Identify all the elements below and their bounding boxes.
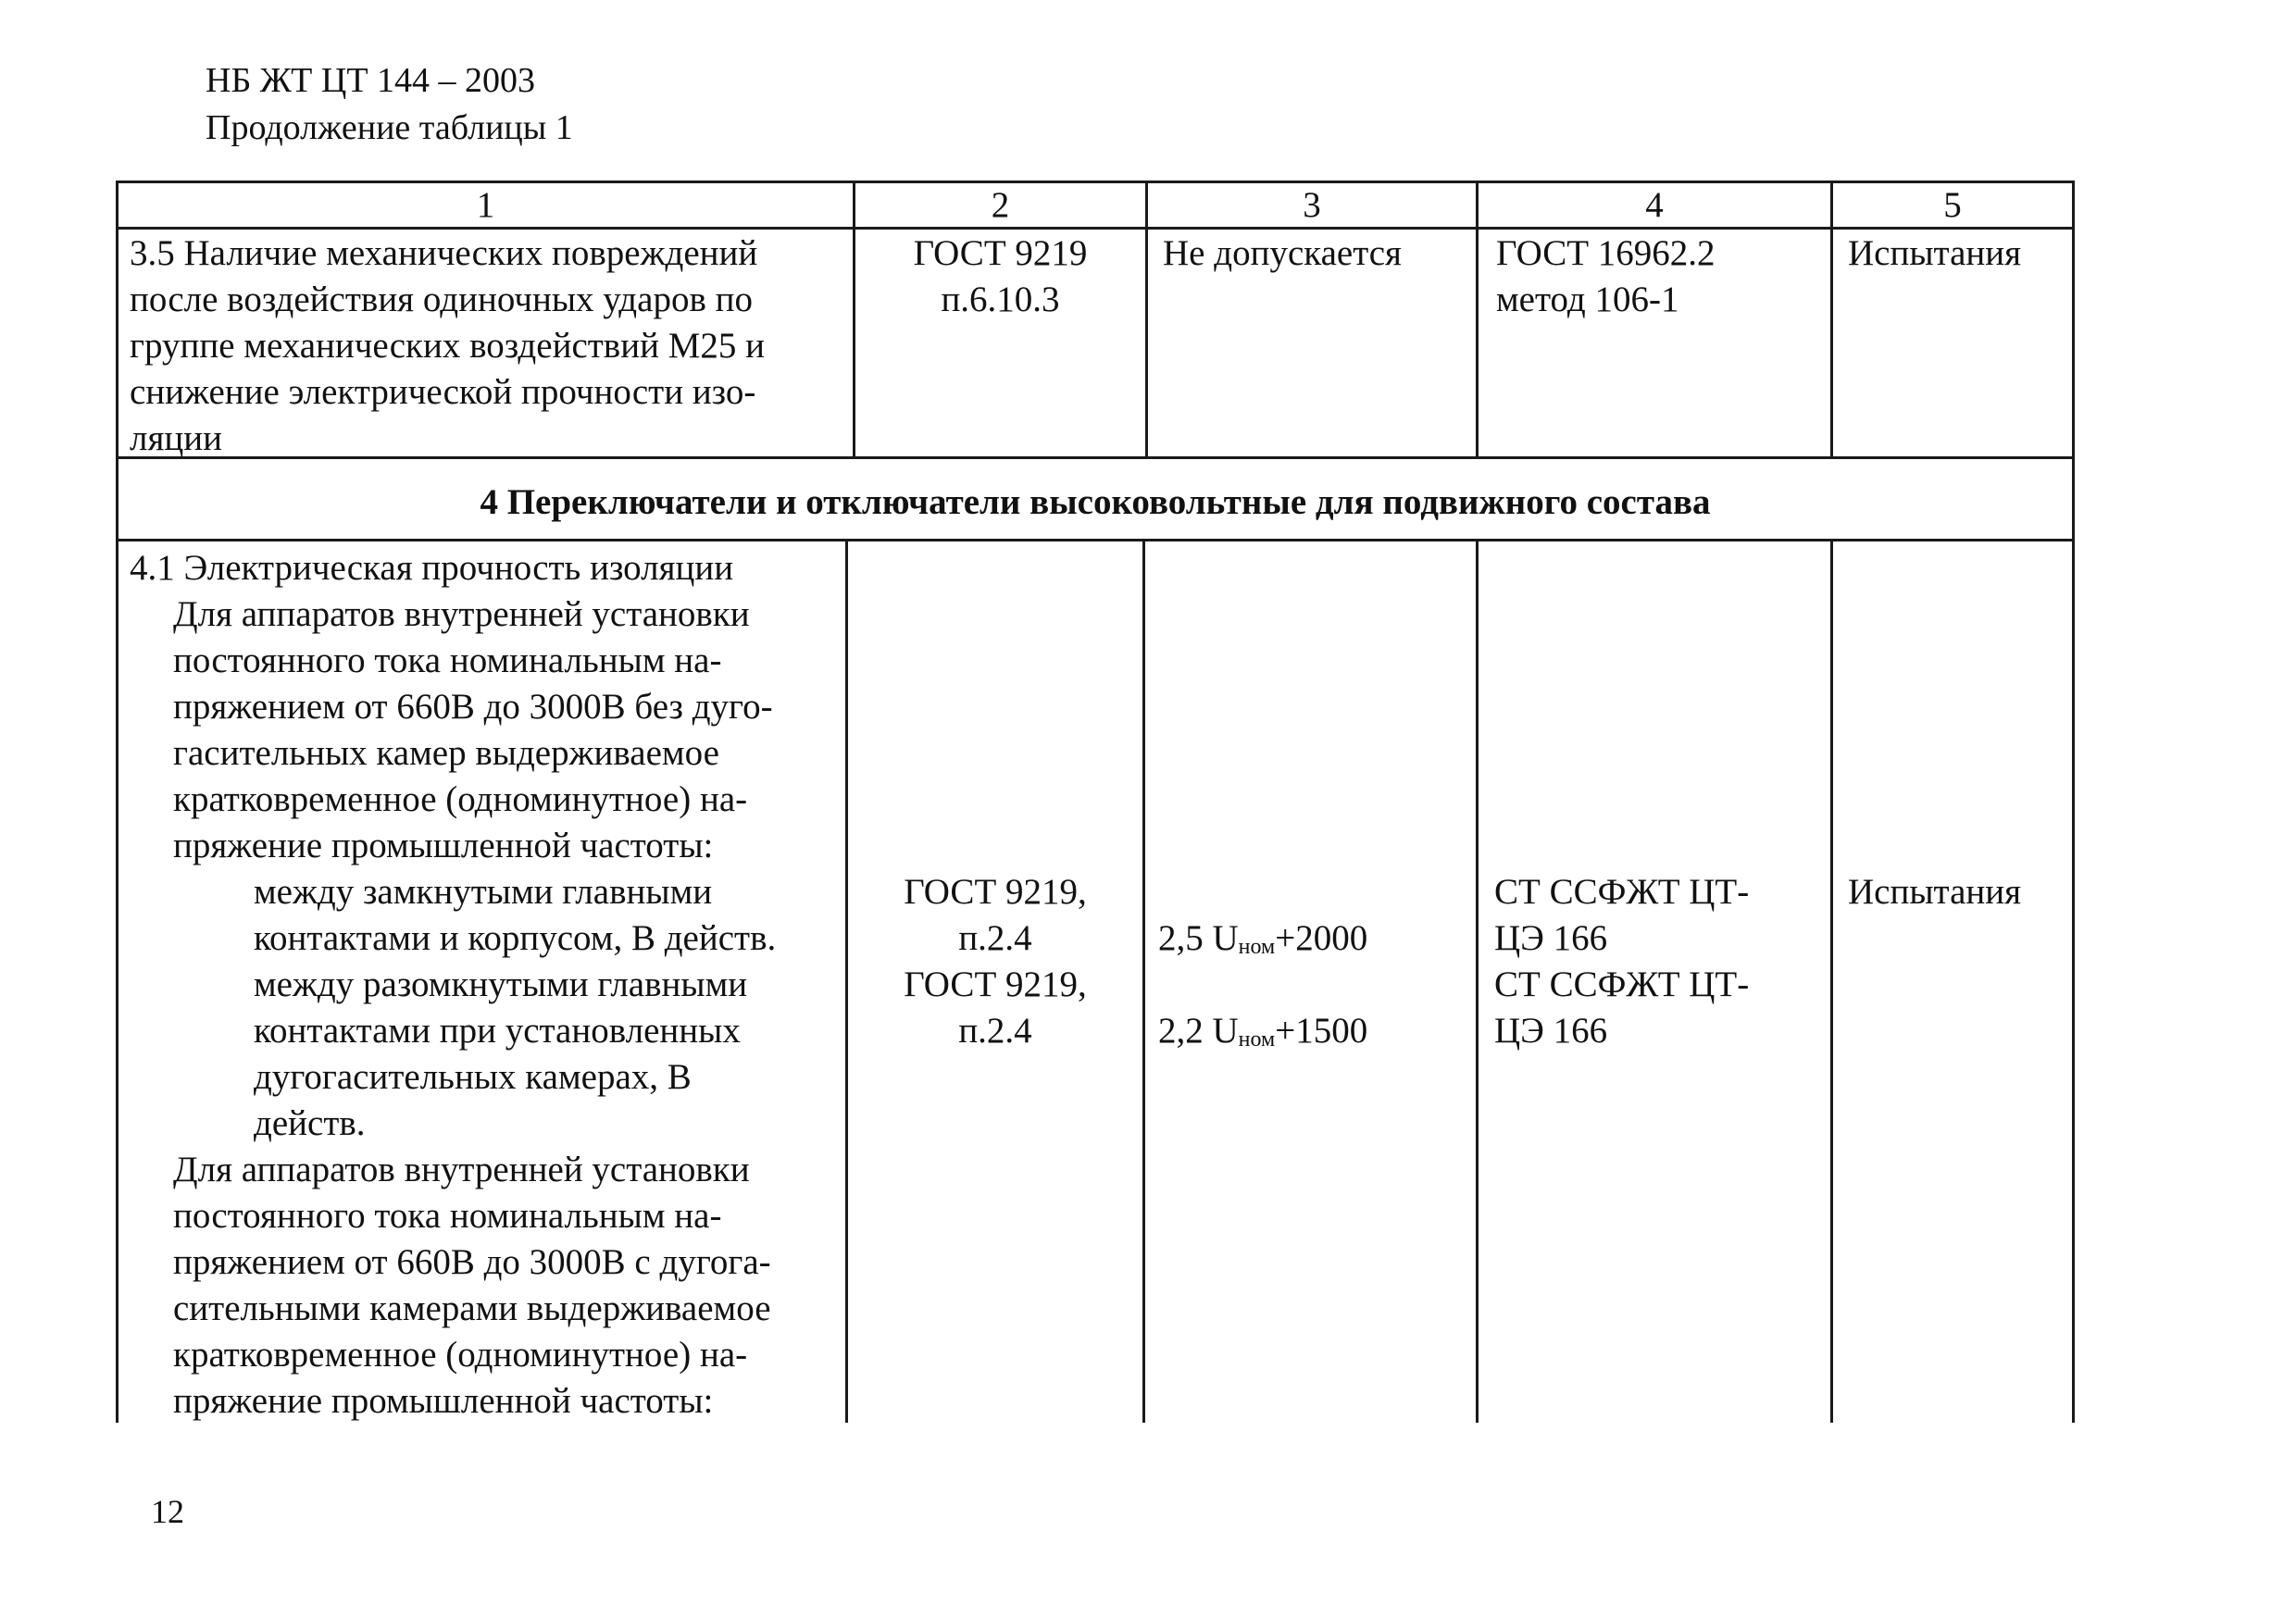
text-line: постоянного тока номинальным на- — [173, 641, 722, 680]
text-line: СТ ССФЖТ ЦТ- — [1494, 872, 1750, 912]
nominal-subscript: ном — [1238, 1027, 1276, 1052]
text-line: СТ ССФЖТ ЦТ- — [1494, 965, 1750, 1004]
voltage-offset: +1500 — [1275, 1011, 1368, 1051]
text-line: контактами при установленных — [254, 1011, 741, 1051]
row-3-5-test-method — [1496, 230, 1716, 323]
column-number-1: 1 — [476, 185, 495, 225]
col-2-3-divider-lower — [1142, 539, 1145, 1423]
text-line: кратковременное (одноминутное) на- — [173, 779, 748, 819]
text-line: пряжением от 660В до 3000В с дугога- — [173, 1242, 771, 1282]
row-4-1-standard — [848, 869, 1142, 1054]
text-line: ГОСТ 9219, — [904, 872, 1087, 912]
row-3-5-requirement: Не допускается — [1163, 233, 1402, 273]
row-4-1-parameter — [130, 545, 776, 1425]
text-line: 4.1 Электрическая прочность изоляции — [130, 548, 734, 588]
text-line: действ. — [254, 1103, 366, 1143]
text-line: п.2.4 — [958, 1011, 1032, 1051]
text-line: ЦЭ 166 — [1494, 1011, 1608, 1051]
section-4-bottom-border — [116, 539, 2075, 541]
row-4-1-requirement-closed — [1158, 915, 1367, 962]
column-number-3: 3 — [1303, 185, 1321, 225]
text-line: ГОСТ 9219, — [904, 965, 1087, 1004]
text-line: кратковременное (одноминутное) на- — [173, 1335, 748, 1375]
text-line: п.6.10.3 — [941, 280, 1060, 319]
text-line: ЦЭ 166 — [1494, 918, 1608, 958]
text-line: 3.5 Наличие механических повреждений — [130, 233, 758, 273]
nominal-subscript: ном — [1238, 935, 1276, 959]
text-line: группе механических воздействий М25 и — [130, 326, 766, 366]
row-3-5-standard — [855, 230, 1145, 323]
col-3-4-divider-lower — [1476, 539, 1479, 1423]
text-line: гасительных камер выдерживаемое — [173, 733, 719, 773]
text-line: снижение электрической прочности изо- — [130, 372, 756, 412]
text-line: постоянного тока номинальным на- — [173, 1196, 722, 1236]
text-line: контактами и корпусом, В действ. — [254, 918, 777, 958]
voltage-coefficient: 2,5 U — [1158, 918, 1239, 958]
text-line: пряжение промышленной частоты: — [173, 826, 714, 865]
column-number-4: 4 — [1645, 185, 1664, 225]
table-right-border — [2072, 180, 2075, 1423]
row-4-1-requirement-open — [1158, 1008, 1367, 1054]
text-line: дугогасительных камерах, В — [254, 1057, 692, 1097]
text-line: пряжением от 660В до 3000В без дуго- — [173, 687, 773, 727]
row-4-1-control-type: Испытания — [1848, 872, 2022, 912]
text-line: между разомкнутыми главными — [254, 965, 748, 1004]
text-line: Для аппаратов внутренней установки — [173, 594, 750, 634]
text-line: ляции — [130, 418, 223, 458]
text-line: пряжение промышленной частоты: — [173, 1381, 714, 1421]
voltage-offset: +2000 — [1275, 918, 1368, 958]
section-4-title: 4 Переключатели и отключатели высоковольтные для подвижного состава — [480, 482, 1711, 522]
text-line: п.2.4 — [958, 918, 1032, 958]
table-left-border — [116, 180, 119, 1423]
text-line: ГОСТ 9219 — [913, 233, 1088, 273]
text-line: метод 106-1 — [1496, 280, 1679, 319]
row-4-1-test-method — [1494, 869, 1749, 1054]
row-3-5-control-type: Испытания — [1848, 233, 2022, 273]
table-caption: Продолжение таблицы 1 — [206, 108, 573, 147]
page-number: 12 — [151, 1493, 184, 1530]
voltage-coefficient: 2,2 U — [1158, 1011, 1239, 1051]
column-number-5: 5 — [1943, 185, 1962, 225]
text-line: сительными камерами выдерживаемое — [173, 1288, 771, 1328]
row-3-5-parameter — [130, 230, 765, 462]
text-line: Для аппаратов внутренней установки — [173, 1150, 750, 1189]
column-number-2: 2 — [991, 185, 1010, 225]
document-code: НБ ЖТ ЦТ 144 – 2003 — [206, 61, 536, 100]
text-line: между замкнутыми главными — [254, 872, 713, 912]
col-4-5-divider-lower — [1830, 539, 1833, 1423]
text-line: после воздействия одиночных ударов по — [130, 280, 753, 319]
text-line: ГОСТ 16962.2 — [1496, 233, 1716, 273]
